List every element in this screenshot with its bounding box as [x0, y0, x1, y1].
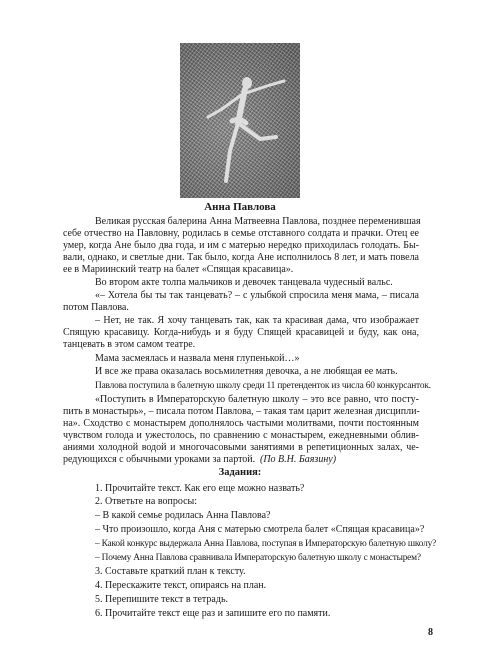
text-line: редующихся с обычными уроками за партой.	[63, 454, 256, 465]
text-line: «Поступить в Императорскую балетную школу – это все равно, что посту-	[95, 394, 419, 405]
text-line: на». Сходство с монастырем дополнялось частыми молитвами, почти постоянным	[63, 418, 419, 429]
text-line: Павлова поступила в балетную школу среди 11 претенденток из числа 60 конкурсанток.	[95, 381, 431, 391]
text-line: И все же права оказалась восьмилетняя девочка, а не любящая ее мать.	[95, 366, 398, 377]
text-line: ее в Мариинский театр на балет «Спящая красавица».	[63, 264, 294, 275]
text-line: себе отчество на Павловну, родилась в семье отставного солдата и прачки. Отец ее	[63, 228, 419, 239]
text-line: танцевать в этом самом театре.	[63, 339, 196, 350]
task-item: – Почему Анна Павлова сравнивала Императорскую балетную школу с монастырем?	[95, 553, 421, 563]
dancer-silhouette	[180, 43, 300, 198]
text-line: потом Павлова.	[63, 302, 129, 313]
text-line: «– Хотела бы ты так танцевать? – с улыбкой спросила меня мама, – писала	[95, 290, 419, 301]
text-line: чувством голода и ужестолось, по сравнению с монастырем, ежедневными облив-	[63, 430, 419, 441]
task-item: 3. Составьте краткий план к тексту.	[95, 566, 246, 577]
task-item: 1. Прочитайте текст. Как его еще можно назвать?	[95, 483, 305, 494]
text-line: умер, когда Ане было два года, и им с матерью нередко приходилась голодать. Бы-	[63, 240, 419, 251]
text-line: аниями холодной водой и многочасовыми занятиями в репетиционных залах, че-	[63, 442, 419, 453]
text-line: пить в монастырь», – писала потом Павлова, – такая там царит железная дисципли-	[63, 406, 420, 417]
text-line: Спящую красавицу. Когда-нибудь и я буду Спящей красавицей и буду, как она,	[63, 327, 419, 338]
text-line: Во втором акте толпа мальчиков и девочек танцевала чудесный вальс.	[95, 277, 393, 288]
text-line: Великая русская балерина Анна Матвеевна Павлова, позднее переменившая	[95, 216, 421, 227]
citation: (По В.Н. Баязину)	[260, 454, 337, 465]
text-line: – Нет, не так. Я хочу танцевать так, как та красивая дама, что изображает	[95, 315, 419, 326]
task-item: 6. Прочитайте текст еще раз и запишите его по памяти.	[95, 608, 331, 619]
task-item: 4. Перескажите текст, опираясь на план.	[95, 580, 267, 591]
task-item: 2. Ответьте на вопросы:	[95, 496, 198, 507]
dancer-figure-image	[180, 43, 300, 198]
text-line: Мама засмеялась и назвала меня глупенькой…»	[95, 353, 300, 364]
task-item: – Какой конкурс выдержала Анна Павлова, поступая в Императорскую балетную школу?	[95, 539, 437, 549]
text-line: вали, однако, и светлые дни. Так было, когда Ане исполнилось 8 лет, и мать повела	[63, 252, 419, 263]
tasks-heading: Задания:	[218, 467, 262, 478]
task-item: – В какой семье родилась Анна Павлова?	[95, 510, 271, 521]
article-title: Анна Павлова	[204, 201, 276, 213]
task-item: – Что произошло, когда Аня с матерью смотрела балет «Спящая красавица»?	[95, 524, 425, 535]
page-number: 8	[428, 627, 433, 638]
task-item: 5. Перепишите текст в тетрадь.	[95, 594, 228, 605]
